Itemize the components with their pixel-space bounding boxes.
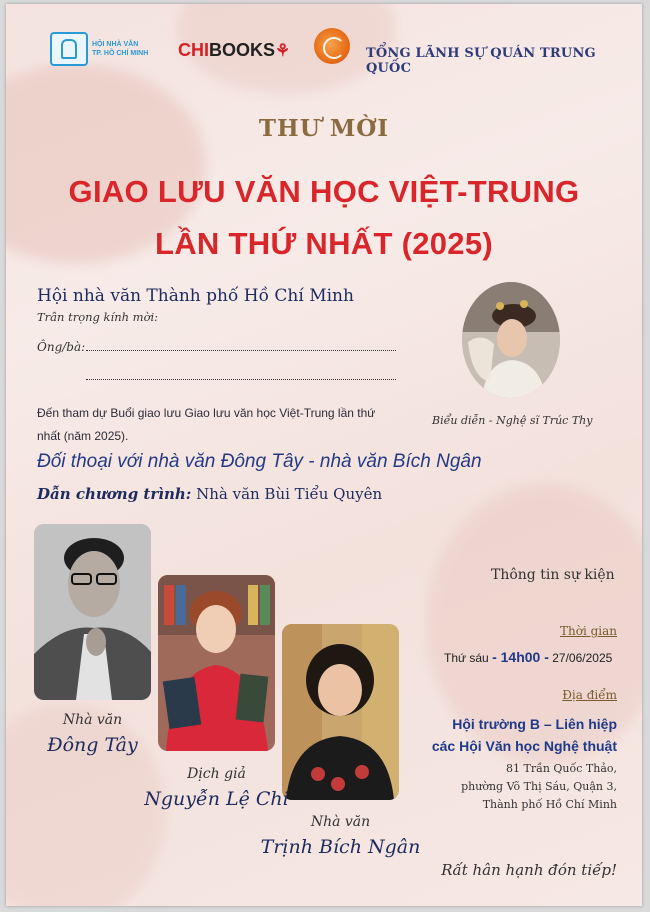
event-venue bbox=[432, 713, 617, 757]
event-hour: 14h00 bbox=[500, 649, 541, 665]
event-date: 27/06/2025 bbox=[552, 651, 613, 665]
recipient-line bbox=[86, 379, 396, 380]
organizer: Hội nhà văn Thành phố Hồ Chí Minh bbox=[37, 286, 354, 306]
event-title-line-1: GIAO LƯU VĂN HỌC VIỆT-TRUNG bbox=[68, 174, 580, 209]
consulate-emblem-icon bbox=[314, 28, 350, 64]
address-line: 81 Trần Quốc Thảo, bbox=[506, 762, 617, 775]
closing-text: Rất hân hạnh đón tiếp! bbox=[441, 861, 617, 879]
place-label: Địa điểm bbox=[562, 688, 617, 702]
logo-text: CHI bbox=[178, 40, 209, 60]
hoi-nha-van-logo bbox=[50, 32, 148, 66]
guest-role: Dịch giả bbox=[187, 766, 246, 782]
guest-name: Nguyễn Lệ Chi bbox=[144, 788, 289, 810]
address-line: phường Võ Thị Sáu, Quận 3, bbox=[461, 780, 617, 793]
guest-role: Nhà văn bbox=[62, 712, 123, 728]
event-title-line-2: LẦN THỨ NHẤT (2025) bbox=[155, 226, 493, 261]
venue-line: Hội trường B – Liên hiệp bbox=[452, 716, 617, 732]
book-icon bbox=[50, 32, 88, 66]
letter-heading: THƯ MỜI bbox=[258, 115, 390, 142]
logo-text: HỘI NHÀ VĂN bbox=[92, 41, 139, 48]
logo-text: TP. HỒ CHÍ MINH bbox=[92, 50, 149, 57]
invitation-page bbox=[6, 4, 642, 906]
recipient-line bbox=[86, 350, 396, 351]
guest-photo-trinh-bich-ngan bbox=[282, 624, 399, 800]
performer-photo bbox=[462, 282, 560, 398]
attend-text: Đến tham dự Buổi giao lưu Giao lưu văn học Việt-Trung lần thứ nhất (năm 2025). bbox=[37, 406, 376, 443]
mc-line bbox=[37, 485, 382, 503]
logo-text: BOOKS bbox=[209, 40, 276, 60]
event-day: Thứ sáu bbox=[444, 651, 489, 665]
address-line: Thành phố Hồ Chí Minh bbox=[482, 798, 617, 811]
recipient-label: Ông/bà: bbox=[37, 340, 86, 354]
invite-text: Trân trọng kính mời: bbox=[37, 310, 159, 324]
guest-photo-nguyen-le-chi bbox=[158, 575, 275, 751]
guest-name: Đông Tây bbox=[47, 734, 138, 756]
chibooks-logo bbox=[178, 40, 290, 61]
time-label: Thời gian bbox=[559, 624, 617, 638]
guest-name: Trịnh Bích Ngân bbox=[260, 836, 421, 858]
figure-icon: ⚘ bbox=[275, 41, 291, 60]
guest-role: Nhà văn bbox=[310, 814, 371, 830]
mc-label: Dẫn chương trình: bbox=[37, 485, 192, 503]
venue-line: các Hội Văn học Nghệ thuật bbox=[431, 738, 617, 754]
logo-bar bbox=[6, 26, 642, 76]
performer-label: Biểu diễn - Nghệ sĩ Trúc Thy bbox=[432, 414, 593, 427]
event-info-heading: Thông tin sự kiện bbox=[491, 567, 615, 583]
dialogue-title: Đối thoại với nhà văn Đông Tây - nhà văn Bích Ngân bbox=[37, 451, 482, 472]
guest-photo-dong-tay bbox=[34, 524, 151, 700]
event-time: Thứ sáu - 14h00 - 27/06/2025 bbox=[444, 649, 613, 665]
event-address bbox=[461, 760, 617, 814]
mc-name: Nhà văn Bùi Tiểu Quyên bbox=[196, 485, 383, 503]
consulate-name: TỔNG LÃNH SỰ QUÁN TRUNG QUỐC bbox=[366, 46, 596, 76]
